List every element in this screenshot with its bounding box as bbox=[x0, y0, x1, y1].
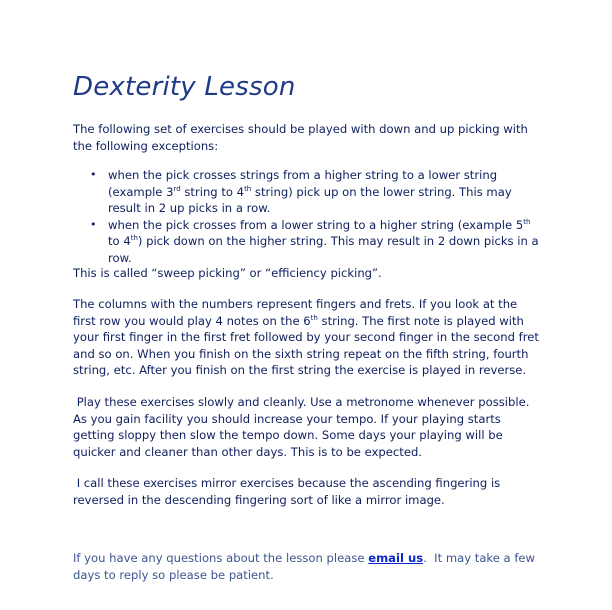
bullet-icon: • bbox=[90, 217, 97, 231]
email-us-link[interactable]: email us bbox=[368, 551, 424, 565]
contact-paragraph: If you have any questions about the lesson please email us. It may take a few days to reply so please be patient. bbox=[73, 551, 539, 582]
mirror-paragraph: I call these exercises mirror exercises because the ascending fingering is reversed in the descending fingering sort of like a mirror image. bbox=[73, 476, 504, 507]
columns-paragraph: The columns with the numbers represent fingers and frets. If you look at the first row you would play 4 notes on the 6th string. The first note is played with your first finger in the first fret followed by your second finger in the second fret and so on. When you finish on the sixth string repeat on the fifth string, fourth string, etc. After you finish on the first string the exercise is played in reverse. bbox=[73, 297, 539, 377]
bullet-icon: • bbox=[90, 168, 97, 181]
list-item: • when the pick crosses from a lower string to a higher string (example 5th to 4th) pick down on the higher string. This may result in 2 down picks in a row. bbox=[90, 217, 539, 265]
list-item: • when the pick crosses strings from a higher string to a lower string (example 3rd string to 4th string) pick up on the lower string. This may result in 2 up picks in a row. bbox=[90, 168, 512, 215]
practice-paragraph: Play these exercises slowly and cleanly. Use a metronome whenever possible. As you gain facility you should increase your tempo. If your playing starts getting sloppy then slow the tempo down. Some days your playing will be quicker and cleaner than other days. This is to be expected. bbox=[73, 395, 534, 459]
sweep-paragraph: This is called “sweep picking” or “efficiency picking”. bbox=[73, 266, 382, 280]
intro-paragraph: The following set of exercises should be played with down and up picking with the following exceptions: bbox=[73, 122, 528, 153]
page-title: Dexterity Lesson bbox=[73, 72, 296, 102]
exceptions-list bbox=[73, 167, 543, 266]
